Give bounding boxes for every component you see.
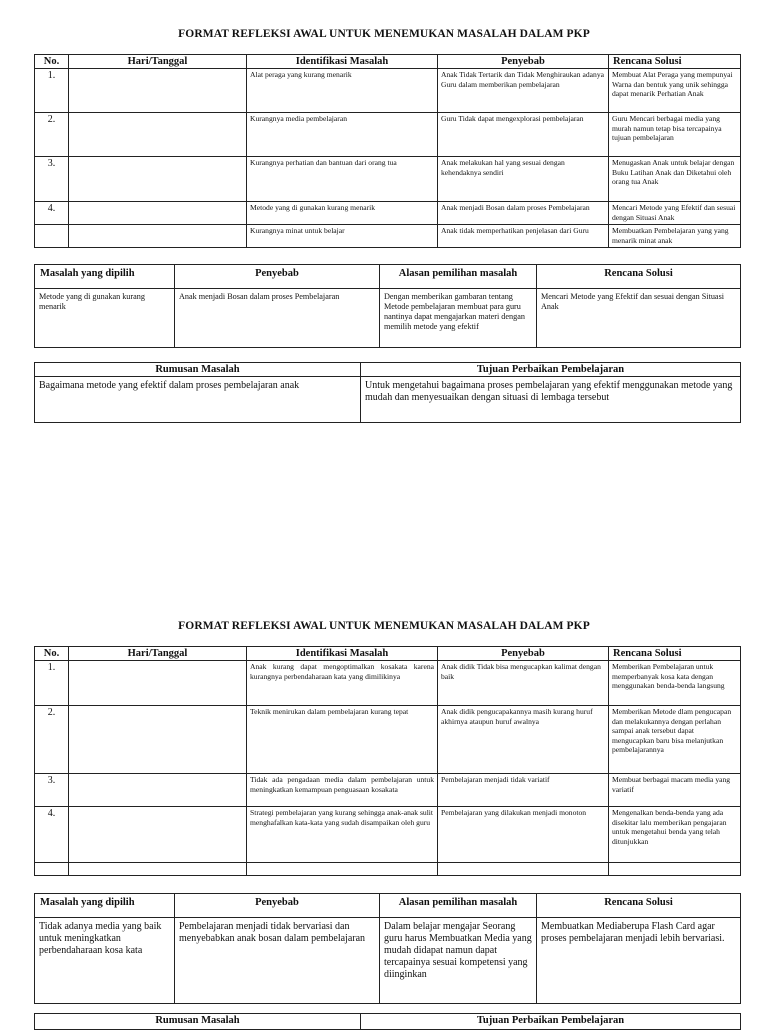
reason-cell: Dengan memberikan gambaran tentang Metode pembelajaran membuat para guru nantinya dapat mengajarkan materi dengan memilih metode yang efektif [380, 289, 537, 348]
row-date [69, 69, 247, 113]
row-solution [609, 863, 741, 876]
row-date [69, 225, 247, 248]
selected-problem-cell: Tidak adanya media yang baik untuk meningkatkan perbendaharaan kosa kata [35, 918, 175, 1004]
row-problem: Alat peraga yang kurang menarik [247, 69, 438, 113]
col-header-solution: Rencana Solusi [537, 894, 741, 918]
cause-cell: Pembelajaran menjadi tidak bervariasi dan menyebabkan anak bosan dalam pembelajaran [175, 918, 380, 1004]
table-row [35, 863, 741, 876]
row-problem: Metode yang di gunakan kurang menarik [247, 202, 438, 225]
row-solution: Menugaskan Anak untuk belajar dengan Buku Latihan Anak dan Diketahui oleh orang tua Anak [609, 157, 741, 202]
col-header-selected-problem: Masalah yang dipilih [35, 265, 175, 289]
solution-cell: Mencari Metode yang Efektif dan sesuai dengan Situasi Anak [537, 289, 741, 348]
row-solution: Mengenalkan benda-benda yang ada disekitar lalu memberikan pengajaran untuk mengetahui benda yang telah ditunjukkan [609, 807, 741, 863]
page-title: FORMAT REFLEKSI AWAL UNTUK MENEMUKAN MASALAH DALAM PKP [178, 620, 590, 632]
row-cause: Anak melakukan hal yang sesuai dengan kehendaknya sendiri [438, 157, 609, 202]
row-number: 3. [35, 774, 69, 807]
table-row [35, 202, 741, 225]
col-header-no: No. [35, 647, 69, 661]
col-header-reason: Alasan pemilihan masalah [380, 265, 537, 289]
row-cause: Anak didik Tidak bisa mengucapkan kalimat dengan baik [438, 661, 609, 706]
col-header-solution: Rencana Solusi [609, 647, 741, 661]
row-number [35, 863, 69, 876]
table-row [35, 289, 741, 348]
col-header-reason: Alasan pemilihan masalah [380, 894, 537, 918]
row-solution: Membuat Alat Peraga yang mempunyai Warna dan bentuk yang unik sehingga dapat menarik Perhatian Anak [609, 69, 741, 113]
row-cause: Anak didik pengucapakannya masih kurang huruf akhirnya ataupun huruf awalnya [438, 706, 609, 774]
row-date [69, 774, 247, 807]
row-date [69, 113, 247, 157]
col-header-solution: Rencana Solusi [537, 265, 741, 289]
row-solution: Memberikan Metode dlam pengucapan dan melakukannya dengan perlahan sampai anak tersebut dapat mengucapkan baru bisa melanjutkan pembelajarannya [609, 706, 741, 774]
solution-cell: Membuatkan Mediaberupa Flash Card agar proses pembelajaran menjadi lebih bervariasi. [537, 918, 741, 1004]
row-number [35, 225, 69, 248]
problem-formulation-cell: Bagaimana metode yang efektif dalam proses pembelajaran anak [35, 377, 361, 423]
col-header-cause: Penyebab [175, 894, 380, 918]
col-header-date: Hari/Tanggal [69, 55, 247, 69]
col-header-no: No. [35, 55, 69, 69]
row-problem: Strategi pembelajaran yang kurang sehingga anak-anak sulit menghafalkan kata-kata yang sudah disampaikan oleh guru [247, 807, 438, 863]
row-cause: Anak tidak memperhatikan penjelasan dari Guru [438, 225, 609, 248]
row-number: 2. [35, 706, 69, 774]
table-row [35, 918, 741, 1004]
col-header-problem: Identifikasi Masalah [247, 55, 438, 69]
row-solution: Membuat berbagai macam media yang variatif [609, 774, 741, 807]
row-number: 4. [35, 202, 69, 225]
table-row [35, 661, 741, 706]
row-date [69, 157, 247, 202]
row-problem: Teknik menirukan dalam pembelajaran kurang tepat [247, 706, 438, 774]
table-row [35, 807, 741, 863]
col-header-cause: Penyebab [438, 55, 609, 69]
col-header-cause: Penyebab [175, 265, 380, 289]
row-date [69, 706, 247, 774]
col-header-improvement-goal: Tujuan Perbaikan Pembelajaran [361, 1014, 741, 1030]
row-number: 1. [35, 661, 69, 706]
problem-table [34, 646, 741, 876]
row-cause: Pembelajaran yang dilakukan menjadi monoton [438, 807, 609, 863]
row-problem: Kurangnya minat untuk belajar [247, 225, 438, 248]
table-row [35, 706, 741, 774]
row-cause: Guru Tidak dapat mengexplorasi pembelajaran [438, 113, 609, 157]
row-date [69, 807, 247, 863]
col-header-problem: Identifikasi Masalah [247, 647, 438, 661]
col-header-solution: Rencana Solusi [609, 55, 741, 69]
row-cause: Pembelajaran menjadi tidak variatif [438, 774, 609, 807]
selected-problem-cell: Metode yang di gunakan kurang menarik [35, 289, 175, 348]
col-header-problem-formulation: Rumusan Masalah [35, 1014, 361, 1030]
cause-cell: Anak menjadi Bosan dalam proses Pembelajaran [175, 289, 380, 348]
table-row [35, 69, 741, 113]
row-cause [438, 863, 609, 876]
row-date [69, 863, 247, 876]
table-row [35, 377, 741, 423]
row-problem: Kurangnya media pembelajaran [247, 113, 438, 157]
table-row [35, 225, 741, 248]
row-problem [247, 863, 438, 876]
problem-table [34, 54, 741, 248]
formulation-table [34, 1013, 741, 1030]
improvement-goal-cell: Untuk mengetahui bagaimana proses pembelajaran yang efektif menggunakan metode yang mudah dan menyesuaikan dengan situasi di lembaga tersebut [361, 377, 741, 423]
row-number: 2. [35, 113, 69, 157]
table-row [35, 774, 741, 807]
row-number: 3. [35, 157, 69, 202]
page-title: FORMAT REFLEKSI AWAL UNTUK MENEMUKAN MASALAH DALAM PKP [178, 28, 590, 40]
row-date [69, 661, 247, 706]
row-solution: Mencari Metode yang Efektif dan sesuai dengan Situasi Anak [609, 202, 741, 225]
row-cause: Anak menjadi Bosan dalam proses Pembelajaran [438, 202, 609, 225]
row-date [69, 202, 247, 225]
row-solution: Membuatkan Pembelajaran yang yang menarik minat anak [609, 225, 741, 248]
col-header-selected-problem: Masalah yang dipilih [35, 894, 175, 918]
col-header-cause: Penyebab [438, 647, 609, 661]
row-solution: Memberikan Pembelajaran untuk memperbanyak kosa kata dengan menggunakan benda-benda langsung [609, 661, 741, 706]
row-number: 1. [35, 69, 69, 113]
col-header-problem-formulation: Rumusan Masalah [35, 363, 361, 377]
row-problem: Tidak ada pengadaan media dalam pembelajaran untuk meningkatkan kemampuan penguasaan kosakata [247, 774, 438, 807]
row-cause: Anak Tidak Tertarik dan Tidak Menghiraukan adanya Guru dalam memberikan pembelajaran [438, 69, 609, 113]
formulation-table [34, 362, 741, 423]
reason-cell: Dalam belajar mengajar Seorang guru harus Membuatkan Media yang mudah didapat namun dapat tercapainya sesuai kompetensi yang diinginkan [380, 918, 537, 1004]
col-header-date: Hari/Tanggal [69, 647, 247, 661]
row-solution: Guru Mencari berbagai media yang murah namun tetap bisa tercapainya tujuan pembelajaran [609, 113, 741, 157]
table-row [35, 113, 741, 157]
row-number: 4. [35, 807, 69, 863]
selected-problem-table [34, 264, 741, 348]
row-problem: Anak kurang dapat mengoptimalkan kosakata karena kurangnya perbendaharaan kata yang dimilikinya [247, 661, 438, 706]
col-header-improvement-goal: Tujuan Perbaikan Pembelajaran [361, 363, 741, 377]
table-row [35, 157, 741, 202]
selected-problem-table [34, 893, 741, 1004]
row-problem: Kurangnya perhatian dan bantuan dari orang tua [247, 157, 438, 202]
